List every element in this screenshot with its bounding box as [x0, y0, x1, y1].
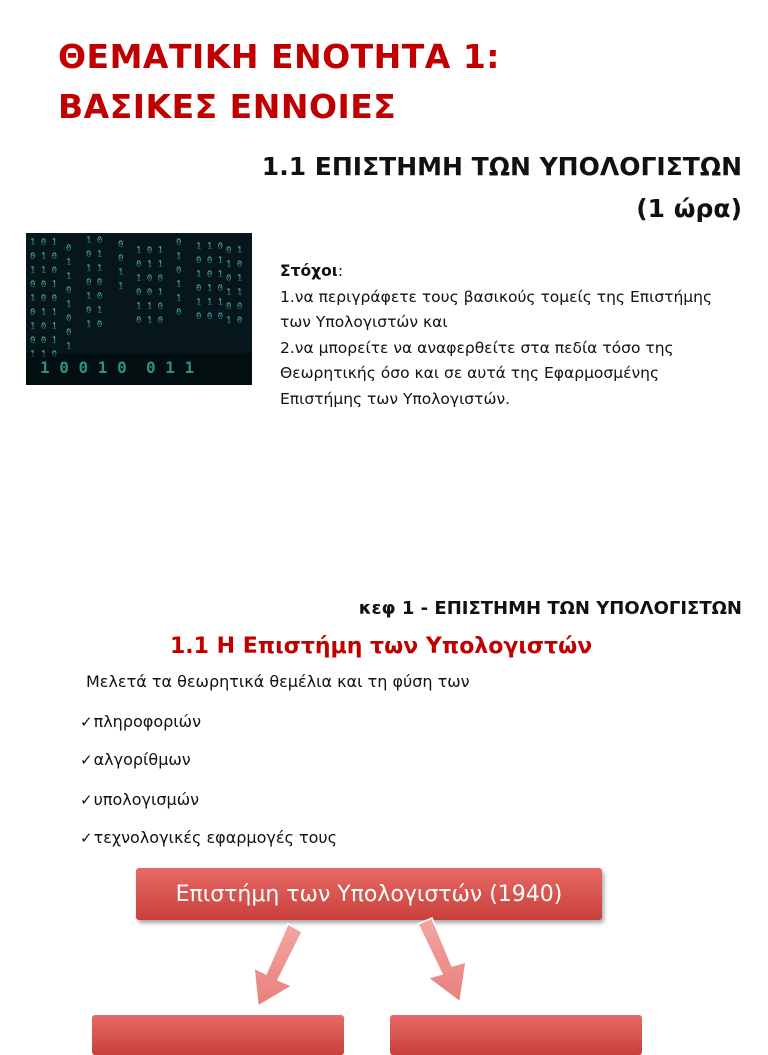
svg-text:1 0 0: 1 0 0 — [30, 294, 58, 304]
down-arrow-icon — [254, 924, 302, 1006]
svg-text:0 0 1: 0 0 1 — [136, 288, 164, 298]
svg-text:0 0 1: 0 0 1 — [30, 280, 58, 290]
lesson-duration: (1 ώρα) — [636, 194, 742, 223]
svg-text:0 1: 0 1 — [226, 246, 243, 256]
svg-text:1: 1 — [66, 342, 72, 352]
checkmark-icon: ✓ — [80, 791, 93, 809]
svg-text:1 0 1: 1 0 1 — [30, 238, 58, 248]
svg-text:1: 1 — [118, 282, 124, 292]
svg-text:1 0: 1 0 — [226, 260, 243, 270]
svg-text:1 1 0: 1 1 0 — [196, 242, 224, 252]
svg-text:0: 0 — [176, 238, 182, 248]
svg-text:0: 0 — [118, 254, 124, 264]
svg-text:0 0 0: 0 0 0 — [196, 312, 224, 322]
intro-text: Μελετά τα θεωρητικά θεμέλια και τη φύση των — [86, 672, 470, 691]
svg-text:1 0: 1 0 — [86, 236, 103, 246]
svg-text:1 1 0: 1 1 0 — [30, 266, 58, 276]
goal-1-line1: 1.να περιγράφετε τους βασικούς τομείς της Επιστήμης — [280, 287, 713, 306]
svg-text:1 1 0: 1 1 0 — [30, 350, 58, 360]
goal-2-line2: Θεωρητικής όσο και σε αυτά της Εφαρμοσμένης — [280, 364, 660, 382]
svg-text:1: 1 — [176, 252, 182, 262]
diagram-child-box-left — [92, 1015, 344, 1055]
checkmark-icon: ✓ — [80, 829, 93, 847]
bullet-text: πληροφοριών — [93, 712, 202, 731]
svg-text:0 0: 0 0 — [86, 278, 103, 288]
svg-text:0 1: 0 1 — [86, 250, 103, 260]
svg-text:1 0: 1 0 — [86, 320, 103, 330]
svg-text:0 1 0: 0 1 0 — [196, 284, 224, 294]
svg-text:1 0 1: 1 0 1 — [136, 246, 164, 256]
diagram-root-box: Επιστήμη των Υπολογιστών (1940) — [136, 868, 602, 920]
svg-text:1 1: 1 1 — [226, 288, 243, 298]
section-title: 1.1 Η Επιστήμη των Υπολογιστών — [170, 634, 593, 659]
goals-colon: : — [337, 262, 344, 280]
svg-text:1 1: 1 1 — [86, 264, 103, 274]
svg-text:0 0 1: 0 0 1 — [30, 336, 58, 346]
svg-text:0 1 1: 0 1 1 — [30, 308, 58, 318]
svg-text:0: 0 — [118, 240, 124, 250]
svg-text:1 0 1: 1 0 1 — [30, 322, 58, 332]
svg-text:0: 0 — [176, 266, 182, 276]
svg-text:1: 1 — [66, 300, 72, 310]
svg-text:0: 0 — [66, 328, 72, 338]
svg-text:1: 1 — [66, 258, 72, 268]
bullet-text: τεχνολογικές εφαρμογές τους — [93, 828, 338, 847]
svg-text:1 0 1: 1 0 1 — [196, 270, 224, 280]
svg-text:0 1: 0 1 — [226, 274, 243, 284]
bullet-text: αλγορίθμων — [93, 750, 191, 769]
svg-text:1: 1 — [176, 280, 182, 290]
svg-text:1 0: 1 0 — [226, 316, 243, 326]
svg-text:0 1 0: 0 1 0 — [30, 252, 58, 262]
svg-text:0 1 1: 0 1 1 — [136, 260, 164, 270]
goal-2-line1: 2.να μπορείτε να αναφερθείτε στα πεδία τόσο της — [280, 338, 674, 357]
svg-text:0 0 1: 0 0 1 — [196, 256, 224, 266]
svg-text:1 1 0: 1 1 0 — [136, 302, 164, 312]
goal-2-line3: Επιστήμης των Υπολογιστών. — [280, 389, 511, 408]
svg-text:1 0: 1 0 — [86, 292, 103, 302]
svg-text:0 1 0: 0 1 0 — [136, 316, 164, 326]
diagram-child-box-right — [390, 1015, 642, 1055]
down-arrow-icon — [418, 918, 466, 1002]
svg-text:0 1 1: 0 1 1 — [146, 358, 195, 377]
chapter-title-line2: ΒΑΣΙΚΕΣ ΕΝΝΟΙΕΣ — [58, 87, 397, 126]
bullet-text: υπολογισμών — [93, 790, 200, 809]
goal-1-line2: των Υπολογιστών και — [280, 313, 448, 331]
svg-text:1: 1 — [66, 272, 72, 282]
svg-text:1: 1 — [176, 294, 182, 304]
checkmark-icon: ✓ — [80, 751, 93, 769]
svg-text:1 0 0 1 0: 1 0 0 1 0 — [40, 358, 127, 377]
chapter-header: κεφ 1 - ΕΠΙΣΤΗΜΗ ΤΩΝ ΥΠΟΛΟΓΙΣΤΩΝ — [358, 598, 742, 619]
chapter-title-line1: ΘΕΜΑΤΙΚΗ ΕΝΟΤΗΤΑ 1: — [58, 37, 500, 76]
svg-text:0: 0 — [66, 286, 72, 296]
svg-text:0: 0 — [176, 308, 182, 318]
svg-text:0: 0 — [66, 244, 72, 254]
svg-text:1: 1 — [118, 268, 124, 278]
goals-label: Στόχοι — [280, 262, 338, 280]
checkmark-icon: ✓ — [80, 713, 93, 731]
lesson-title-line1: 1.1 ΕΠΙΣΤΗΜΗ ΤΩΝ ΥΠΟΛΟΓΙΣΤΩΝ — [261, 152, 742, 181]
svg-text:1 0 0: 1 0 0 — [136, 274, 164, 284]
svg-text:1 1 1: 1 1 1 — [196, 298, 224, 308]
svg-text:0: 0 — [66, 314, 72, 324]
svg-text:0 1: 0 1 — [86, 306, 103, 316]
svg-text:0 0: 0 0 — [226, 302, 243, 312]
